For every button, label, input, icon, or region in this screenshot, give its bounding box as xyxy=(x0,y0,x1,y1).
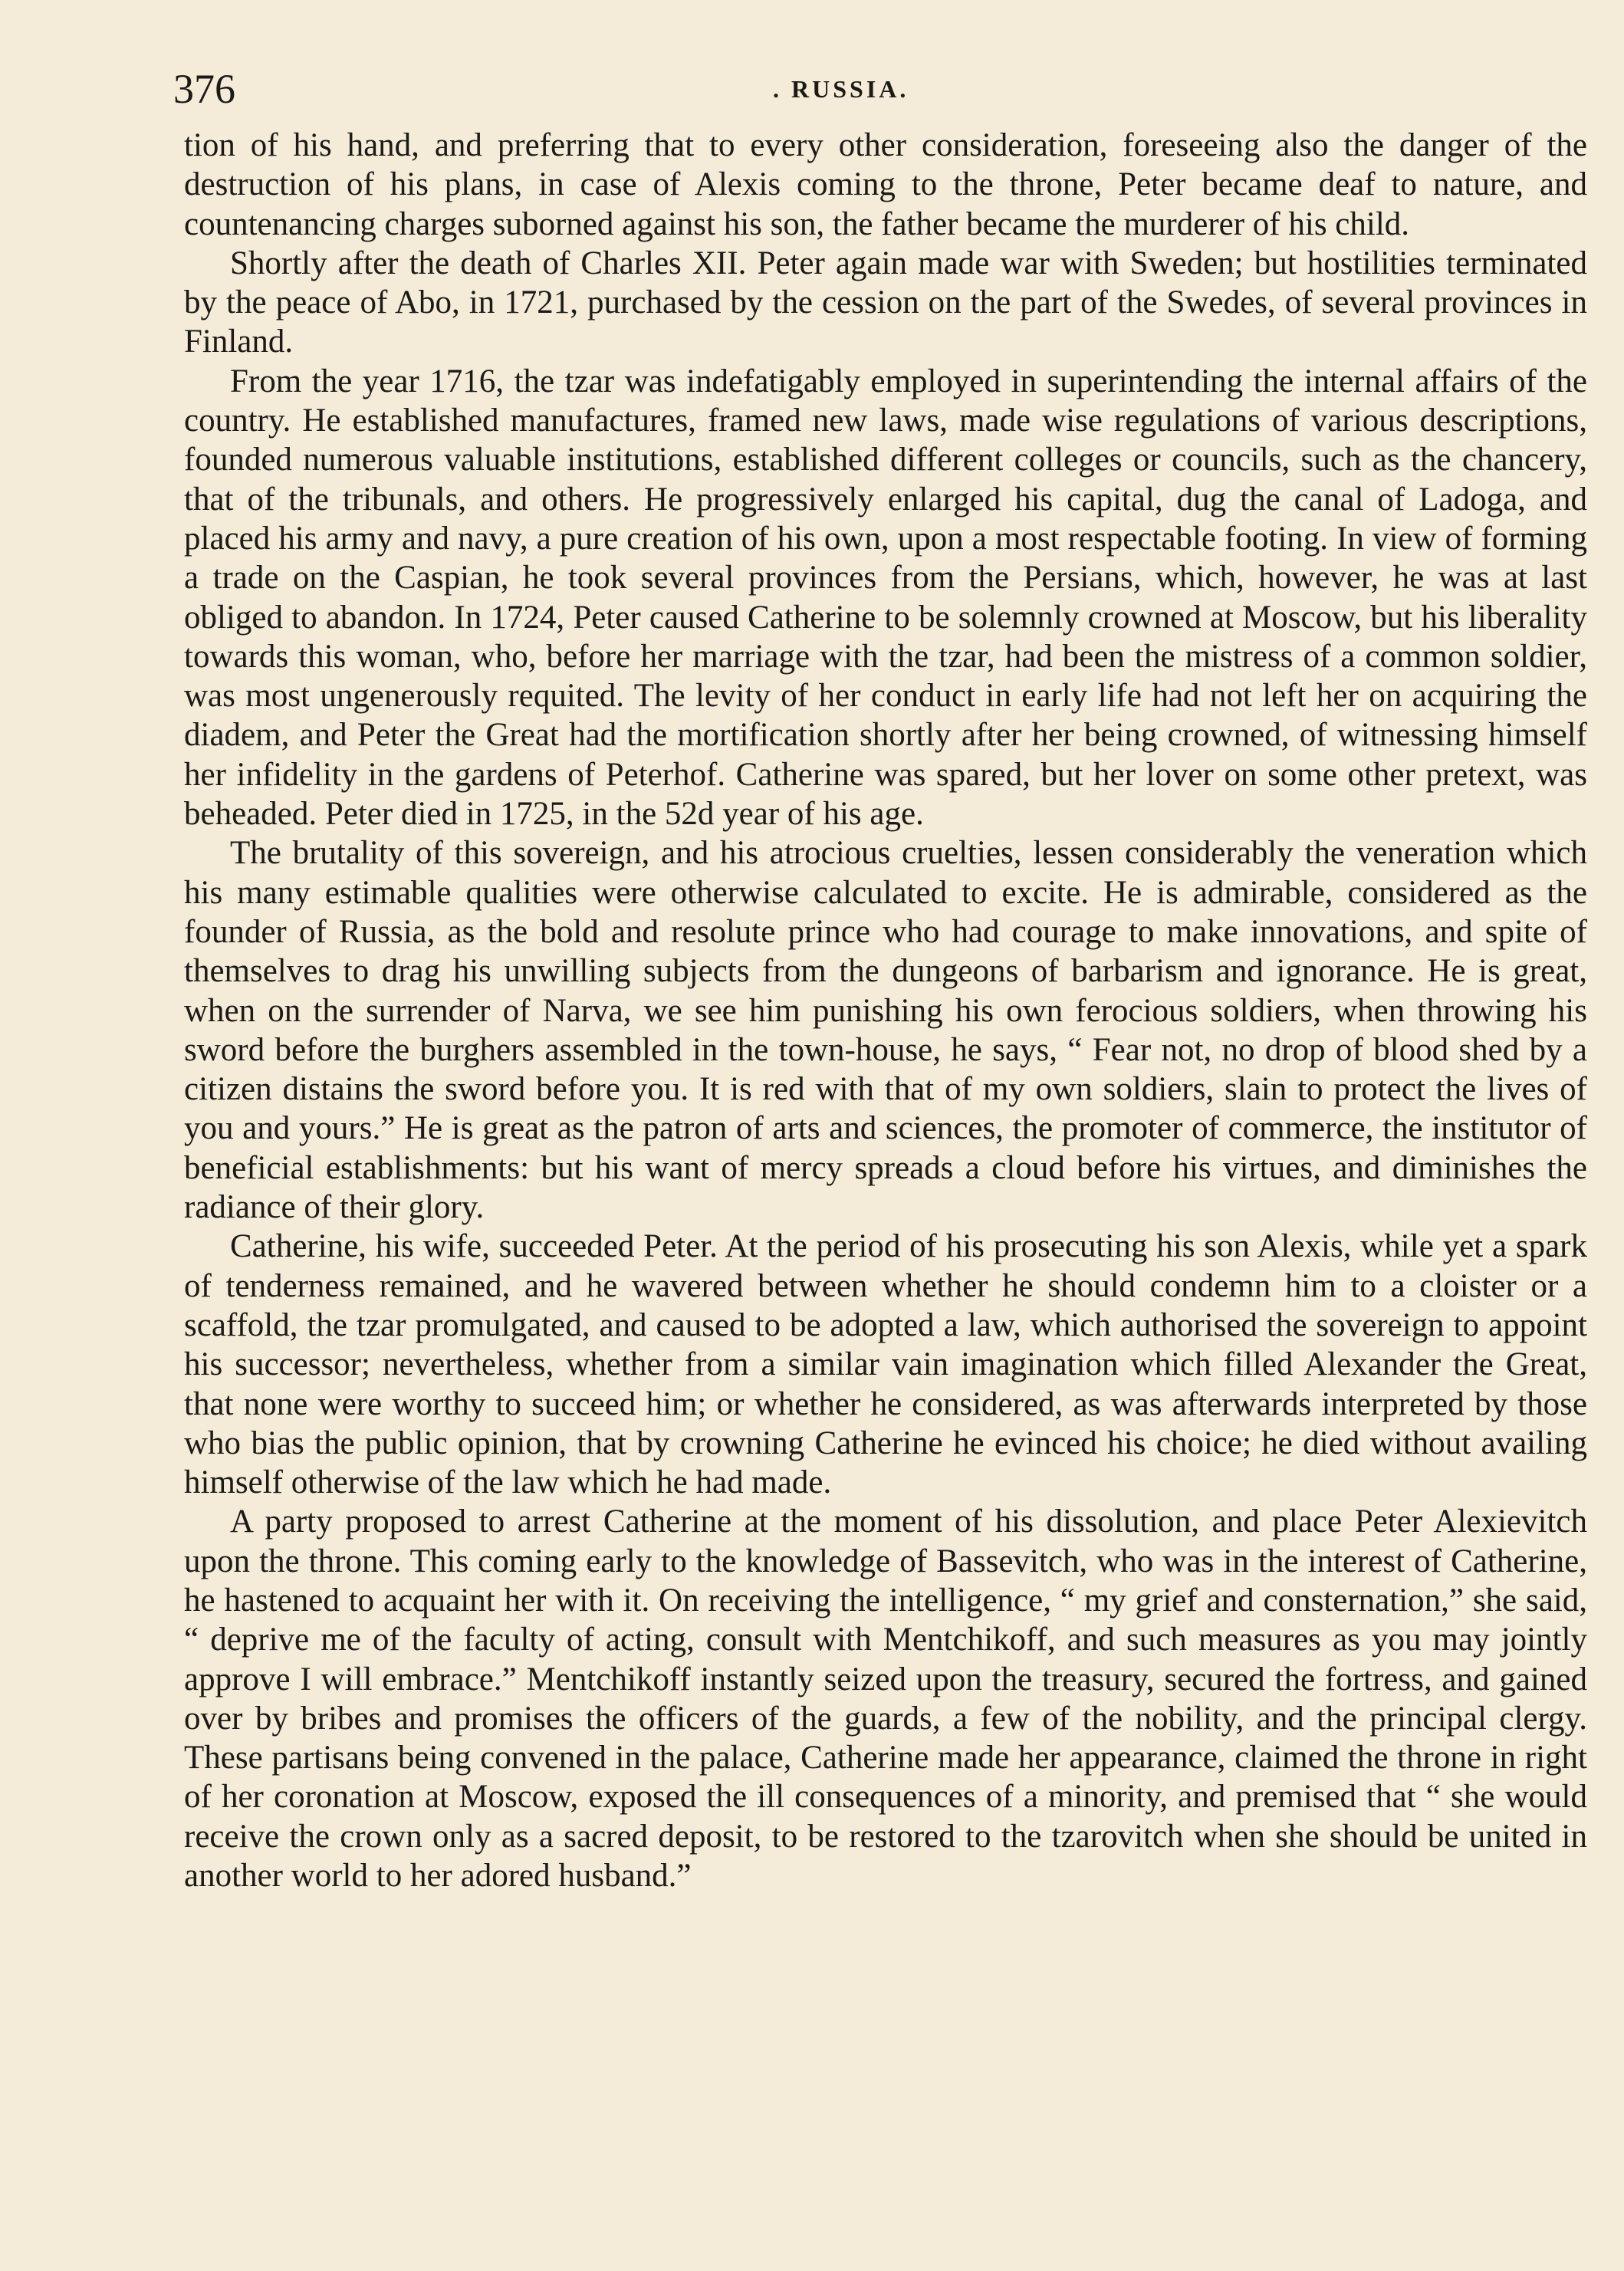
paragraph-6: A party proposed to arrest Catherine at the moment of his dissolution, and place Peter Alexievitch upon the throne. This coming early to the knowledge of Bassevitch, who was in the interest of Catherine, he hastened to acquaint her with it. On receiving the intelligence, “ my grief and consternation,” she said, “ deprive me of the faculty of acting, consult with Mentchikoff, and such measures as you may jointly approve I will embrace.” Mentchikoff instantly seized upon the treasury, secured the fortress, and gained over by bribes and promises the officers of the guards, a few of the nobility, and the principal clergy. These partisans being convened in the palace, Catherine made her appearance, claimed the throne in right of her coronation at Moscow, exposed the ill consequences of a minority, and premised that “ she would receive the crown only as a sacred deposit, to be restored to the tzarovitch when she should be united in another world to her adored husband.” xyxy=(184,1504,1587,1895)
paragraph-1: tion of his hand, and preferring that to every other consideration, foreseeing also the danger of the destruction of his plans, in case of Alexis coming to the throne, Peter became deaf to nature, and countenancing charges suborned against his son, the father became the murderer of his child. xyxy=(184,127,1587,242)
body-text xyxy=(184,126,1587,1895)
page-header xyxy=(173,66,1553,127)
paragraph-3: From the year 1716, the tzar was indefatigably employed in superintending the internal affairs of the country. He established manufactures, framed new laws, made wise regulations of various descriptions, founded numerous valuable institutions, established different colleges or councils, such as the chancery, that of the tribunals, and others. He progressively enlarged his capital, dug the canal of Ladoga, and placed his army and navy, a pure creation of his own, upon a most respectable footing. In view of forming a trade on the Caspian, he took several provinces from the Persians, which, however, he was at last obliged to abandon. In 1724, Peter caused Catherine to be solemnly crowned at Moscow, but his liberality towards this woman, who, before her marriage with the tzar, had been the mistress of a common soldier, was most ungenerously requited. The levity of her conduct in early life had not left her on acquiring the diadem, and Peter the Great had the mortification shortly after her being crowned, of witnessing himself her infidelity in the gardens of Peterhof. Catherine was spared, but her lover on some other pretext, was beheaded. Peter died in 1725, in the 52d year of his age. xyxy=(184,363,1587,833)
paragraph-4: The brutality of this sovereign, and his atrocious cruelties, lessen considerably the veneration which his many estimable qualities were otherwise calculated to excite. He is admirable, considered as the founder of Russia, as the bold and resolute prince who had courage to make innovations, and spite of themselves to drag his unwilling subjects from the dungeons of barbarism and ignorance. He is great, when on the surrender of Narva, we see him punishing his own ferocious soldiers, when throwing his sword before the burghers assembled in the town-house, he says, “ Fear not, no drop of blood shed by a citizen distains the sword before you. It is red with that of my own soldiers, slain to protect the lives of you and yours.” He is great as the patron of arts and sciences, the promoter of commerce, the institutor of beneficial establishments: but his want of mercy spreads a cloud before his virtues, and diminishes the radiance of their glory. xyxy=(184,835,1587,1226)
paragraph-5: Catherine, his wife, succeeded Peter. At the period of his prosecuting his son Alexis, while yet a spark of tenderness remained, and he wavered between whether he should condemn him to a cloister or a scaffold, the tzar promulgated, and caused to be adopted a law, which authorised the sovereign to appoint his successor; nevertheless, whether from a similar vain imagination which filled Alexander the Great, that none were worthy to succeed him; or whether he considered, as was afterwards interpreted by those who bias the public opinion, that by crowning Catherine he evinced his choice; he died without availing himself otherwise of the law which he had made. xyxy=(184,1228,1587,1501)
page-number: 376 xyxy=(173,66,235,112)
running-head: . RUSSIA. xyxy=(773,75,909,103)
paragraph-2: Shortly after the death of Charles XII. Peter again made war with Sweden; but hostilities terminated by the peace of Abo, in 1721, purchased by the cession on the part of the Swedes, of several provinces in Finland. xyxy=(184,245,1587,360)
